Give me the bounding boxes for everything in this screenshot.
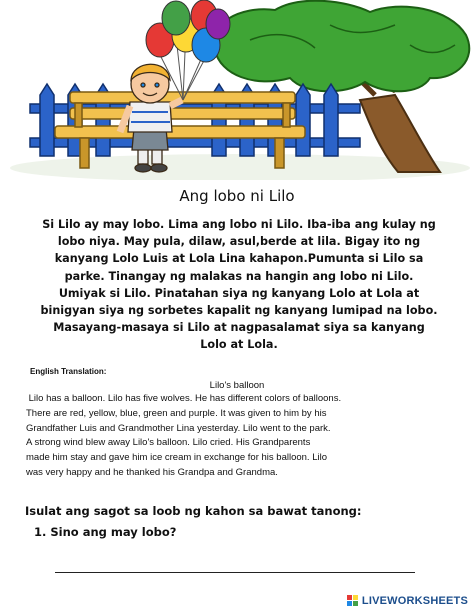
balloons bbox=[146, 0, 230, 62]
translation-line: Lilo has a balloon. Lilo has five wolves. He has different colors of balloons. bbox=[26, 393, 342, 404]
story-line: Umiyak si Lilo. Pinatahan siya ng kanyang Lolo at Lola at bbox=[58, 286, 420, 300]
answer-line[interactable] bbox=[55, 572, 415, 573]
story-line: Lolo at Lola. bbox=[200, 338, 278, 352]
translation-line: was very happy and he thanked his Grandpa and Grandma. bbox=[26, 466, 278, 478]
story-line: kanyang Lolo Luis at Lola Lina kahapon.Pumunta si Lilo sa bbox=[54, 252, 424, 266]
translation-line: made him stay and gave him ice cream in exchange for his balloon. Lilo bbox=[26, 452, 327, 464]
story-body bbox=[24, 216, 454, 354]
question-text: Sino ang may lobo? bbox=[50, 525, 177, 539]
question-1 bbox=[34, 525, 176, 539]
translation-label: English Translation: bbox=[30, 367, 107, 376]
story-line: Masayang-masaya si Lilo at nagpasalamat siya sa kanyang bbox=[53, 321, 425, 335]
story-line: Si Lilo ay may lobo. Lima ang lobo ni Lilo. Iba-iba ang kulay ng bbox=[42, 218, 436, 231]
park-illustration bbox=[0, 0, 474, 180]
liveworksheets-brand[interactable] bbox=[347, 593, 468, 609]
brand-text: LIVEWORKSHEETS bbox=[361, 595, 468, 607]
exercise-instructions: Isulat ang sagot sa loob ng kahon sa bawat tanong: bbox=[25, 504, 362, 518]
translation-body bbox=[26, 392, 456, 481]
translation-line: A strong wind blew away Lilo's balloon. Lilo cried. His Grandparents bbox=[26, 437, 311, 449]
translation-title: Lilo's balloon bbox=[209, 380, 265, 391]
liveworksheets-logo-icon bbox=[347, 595, 359, 607]
story-title: Ang lobo ni Lilo bbox=[179, 187, 295, 205]
question-number: 1. bbox=[34, 525, 47, 539]
story-line: binigyan siya ng sorbetes kapalit ng kanyang lumipad na lobo. bbox=[40, 304, 438, 318]
translation-line: There are red, yellow, blue, green and purple. It was given to him by his bbox=[26, 407, 327, 419]
translation-line: Grandfather Luis and Grandmother Lina yesterday. Lilo went to the park. bbox=[26, 422, 331, 434]
story-line: parke. Tinangay ng malakas na hangin ang lobo ni Lilo. bbox=[64, 269, 414, 283]
story-line: lobo niya. May pula, dilaw, asul,berde at lila. Bigay ito ng bbox=[57, 235, 421, 249]
